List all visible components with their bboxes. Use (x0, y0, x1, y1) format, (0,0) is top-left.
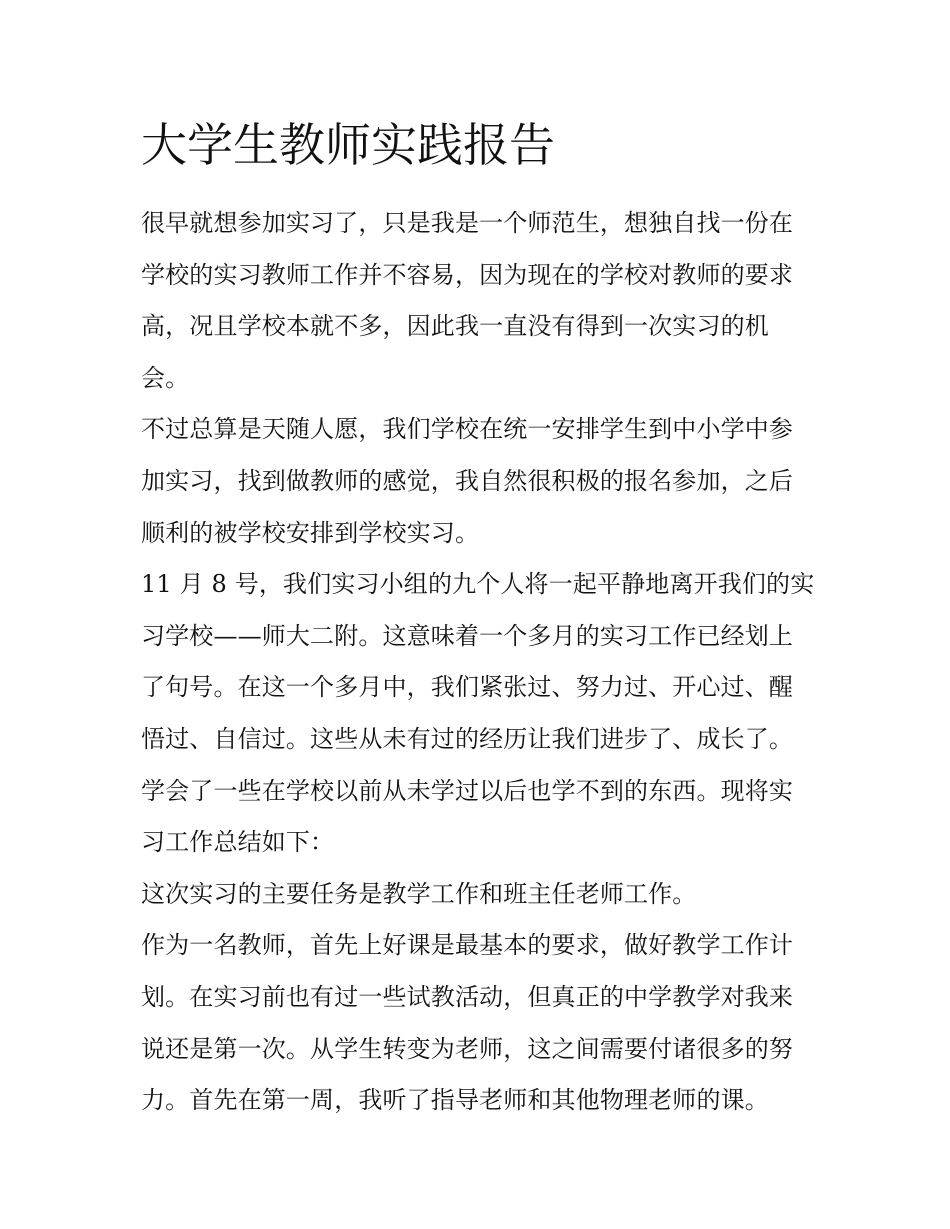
text-line: 学会了一些在学校以前从未学过以后也学不到的东西。现将实 (141, 776, 794, 805)
text-line: 学校的实习教师工作并不容易，因为现在的学校对教师的要求 (141, 260, 794, 289)
paragraph-5 (141, 920, 813, 1126)
paragraph-4 (141, 869, 813, 921)
text-line: 说还是第一次。从学生转变为老师，这之间需要付诸很多的努 (141, 1034, 794, 1063)
text-line: 顺利的被学校安排到学校实习。 (141, 518, 480, 547)
text-line: 了句号。在这一个多月中，我们紧张过、努力过、开心过、醒 (141, 673, 794, 702)
text-line: 习学校——师大二附。这意味着一个多月的实习工作已经划上 (141, 621, 794, 650)
text-line: 不过总算是天随人愿，我们学校在统一安排学生到中小学中参 (141, 415, 794, 444)
paragraph-2 (141, 404, 813, 559)
document-body (141, 112, 813, 1127)
text-line: 会。 (141, 363, 190, 392)
text-line: 11 月 8 号，我们实习小组的九个人将一起平静地离开我们的实 (141, 570, 815, 599)
text-line: 高，况且学校本就不多，因此我一直没有得到一次实习的机 (141, 312, 769, 341)
paragraph-3 (141, 559, 813, 869)
text-line: 很早就想参加实习了，只是我是一个师范生，想独自找一份在 (141, 209, 794, 237)
text-line: 这次实习的主要任务是教学工作和班主任老师工作。 (141, 879, 697, 908)
text-line: 力。首先在第一周，我听了指导老师和其他物理老师的课。 (141, 1086, 769, 1115)
text-line: 加实习，找到做教师的感觉，我自然很积极的报名参加，之后 (141, 466, 794, 495)
text-line: 习工作总结如下： (141, 828, 335, 857)
text-line: 悟过、自信过。这些从未有过的经历让我们进步了、成长了。 (141, 724, 794, 753)
paragraph-1 (141, 198, 813, 404)
document-title: 大学生教师实践报告 (141, 118, 555, 172)
text-line: 划。在实习前也有过一些试教活动，但真正的中学教学对我来 (141, 982, 794, 1011)
text-line: 作为一名教师，首先上好课是最基本的要求，做好教学工作计 (141, 931, 794, 960)
